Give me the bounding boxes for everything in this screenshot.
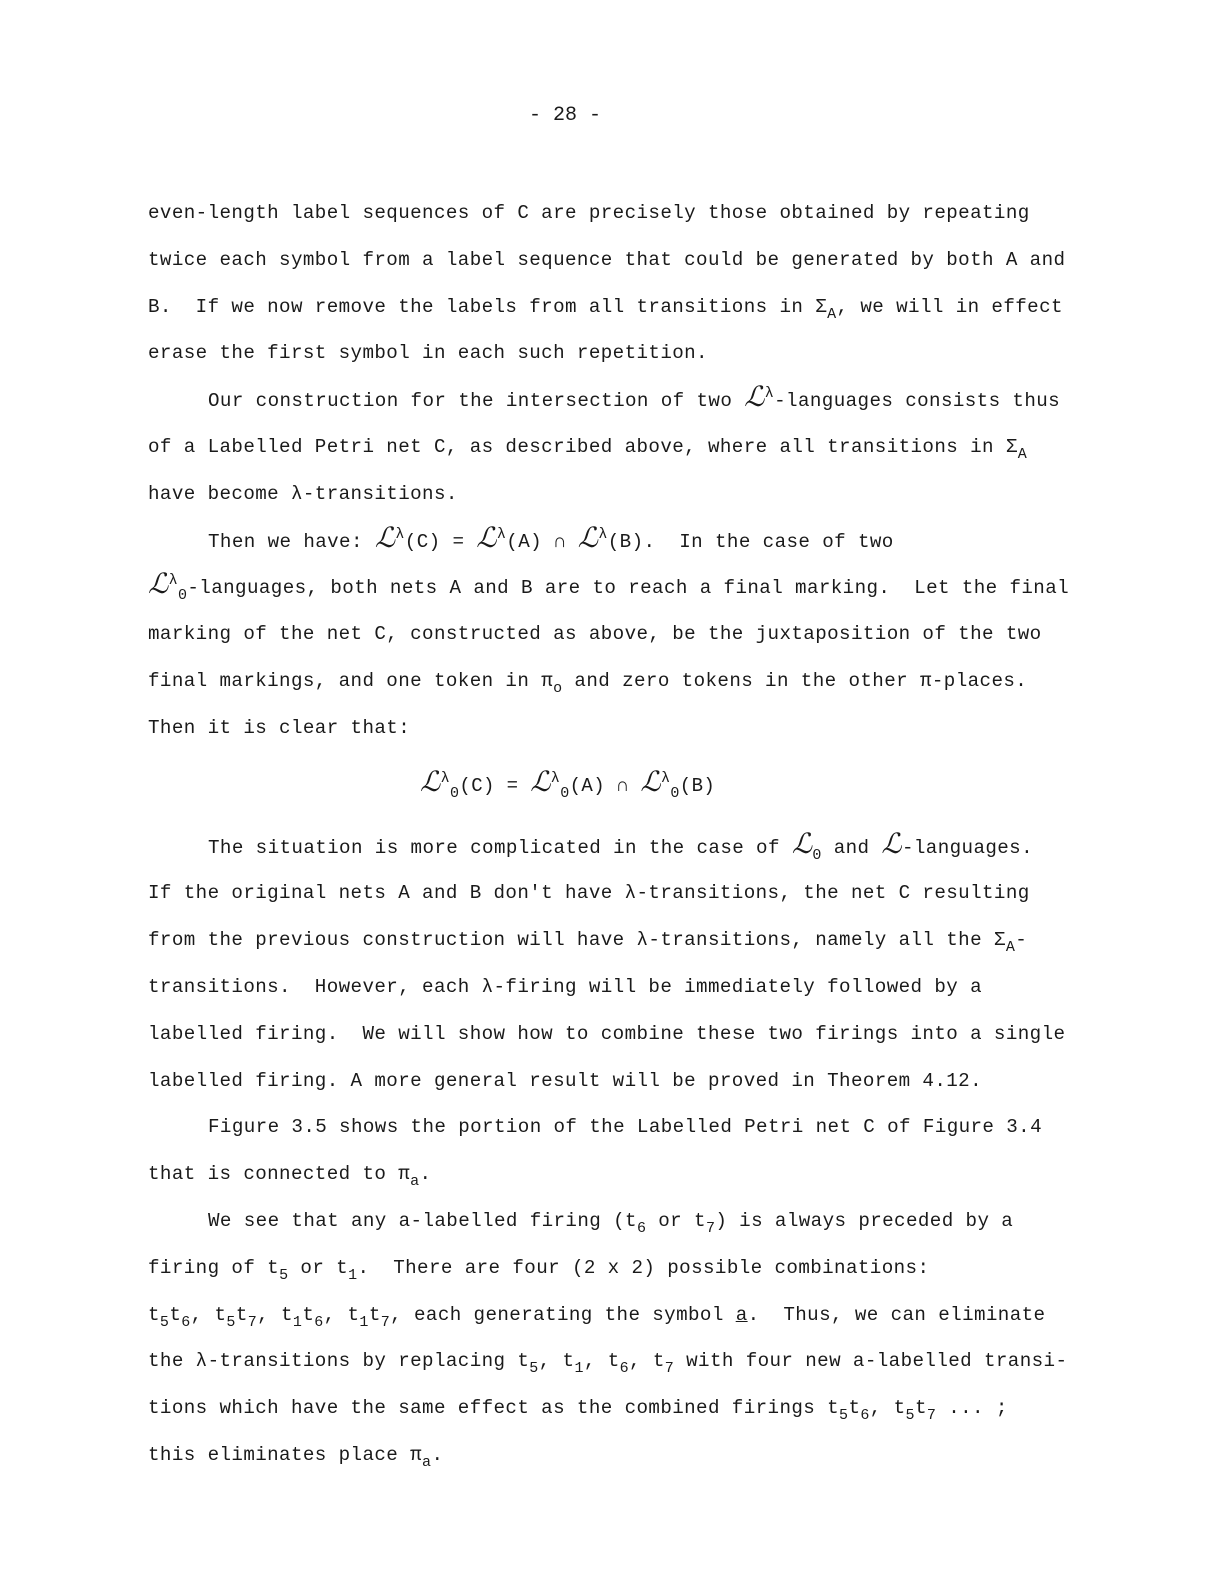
script-l-symbol: ℒ bbox=[148, 567, 169, 601]
text-line: We see that any a-labelled firing ($t_6$ or $t_7$) is always preceded by a bbox=[208, 1209, 1014, 1237]
text-line: B. If we now remove the labels from all transitions in $\Sigma_A$, we will in effect bbox=[148, 295, 1063, 323]
text-line: tions which have the same effect as the combined firings $t_5t_6$, $t_5t_7$ ... ; bbox=[148, 1397, 1008, 1425]
text-line: have become λ-transitions. bbox=[148, 482, 458, 505]
script-l-symbol: ℒ bbox=[420, 764, 441, 798]
body-text bbox=[148, 196, 1078, 1485]
text-line: Then we have: ℒ$^\lambda$(C) = ℒ$^\lambda$(A) ∩ ℒ$^\lambda$(B). In the case of two bbox=[208, 520, 894, 554]
text-line: labelled firing. We will show how to combine these two firings into a single bbox=[148, 1022, 1066, 1045]
pi-symbol: π bbox=[919, 669, 932, 692]
text-line: erase the first symbol in each such repetition. bbox=[148, 342, 708, 365]
script-l-symbol: ℒ bbox=[530, 764, 551, 798]
sigma-symbol: Σ bbox=[815, 295, 828, 318]
script-l-symbol: ℒ bbox=[881, 826, 902, 860]
text-line: final markings, and one token in $\pi_o$ and zero tokens in the other π-places. bbox=[148, 669, 1028, 697]
text-line: Figure 3.5 shows the portion of the Labelled Petri net C of Figure 3.4 bbox=[208, 1116, 1043, 1139]
pi-symbol: π bbox=[541, 669, 554, 692]
script-l-symbol: ℒ bbox=[744, 380, 765, 414]
script-l-symbol: ℒ bbox=[476, 520, 497, 554]
text-line: $t_5t_6$, $t_5t_7$, $t_1t_6$, $t_1t_7$, each generating the symbol a. Thus, we can eliminate bbox=[148, 1303, 1046, 1331]
text-line: the λ-transitions by replacing $t_5$, $t_1$, $t_6$, $t_7$ with four new a-labelled transi- bbox=[148, 1350, 1068, 1378]
text-line: Our construction for the intersection of two ℒ$^\lambda$-languages consists thus bbox=[208, 380, 1061, 414]
text-line: If the original nets A and B don't have λ-transitions, the net C resulting bbox=[148, 882, 1030, 905]
text-line: even-length label sequences of C are precisely those obtained by repeating bbox=[148, 202, 1030, 224]
text-line: ℒ$^\lambda_0$-languages, both nets A and B are to reach a final marking. Let the final bbox=[148, 567, 1070, 605]
script-l-symbol: ℒ bbox=[577, 520, 599, 554]
text-line: of a Labelled Petri net C, as described above, where all transitions in $\Sigma_A$ bbox=[148, 435, 1028, 463]
text-line: that is connected to $\pi_a$. bbox=[148, 1163, 432, 1191]
script-l-symbol: ℒ bbox=[374, 520, 396, 554]
text-line: firing of $t_5$ or $t_1$. There are four (2 x 2) possible combinations: bbox=[148, 1256, 930, 1284]
text-line: Then it is clear that: bbox=[148, 716, 411, 739]
text-line: The situation is more complicated in the case of ℒ$_0$ and ℒ-languages. bbox=[208, 826, 1034, 864]
text-line: twice each symbol from a label sequence that could be generated by both A and bbox=[148, 248, 1066, 271]
spacer bbox=[148, 816, 1078, 830]
pi-symbol: π bbox=[398, 1163, 411, 1186]
text-line: transitions. However, each λ-firing will be immediately followed by a bbox=[148, 975, 983, 998]
text-line: this eliminates place $\pi_a$. bbox=[148, 1443, 444, 1471]
script-l-symbol: ℒ bbox=[640, 764, 661, 798]
script-l-symbol: ℒ bbox=[791, 826, 813, 860]
page-number: - 28 - bbox=[528, 104, 601, 127]
text-line: labelled firing. A more general result will be proved in Theorem 4.12. bbox=[148, 1069, 983, 1092]
display-formula: ℒ$^\lambda_0$(C) = ℒ$^\lambda_0$(A) ∩ ℒ$^\lambda_0$(B) bbox=[420, 764, 716, 802]
pi-symbol: π bbox=[410, 1443, 423, 1466]
sigma-symbol: Σ bbox=[1005, 435, 1018, 458]
sigma-symbol: Σ bbox=[993, 929, 1006, 952]
text-line: marking of the net C, constructed as above, be the juxtaposition of the two bbox=[148, 623, 1042, 646]
text-line: from the previous construction will have λ-transitions, namely all the $\Sigma_A-$ bbox=[148, 929, 1028, 957]
